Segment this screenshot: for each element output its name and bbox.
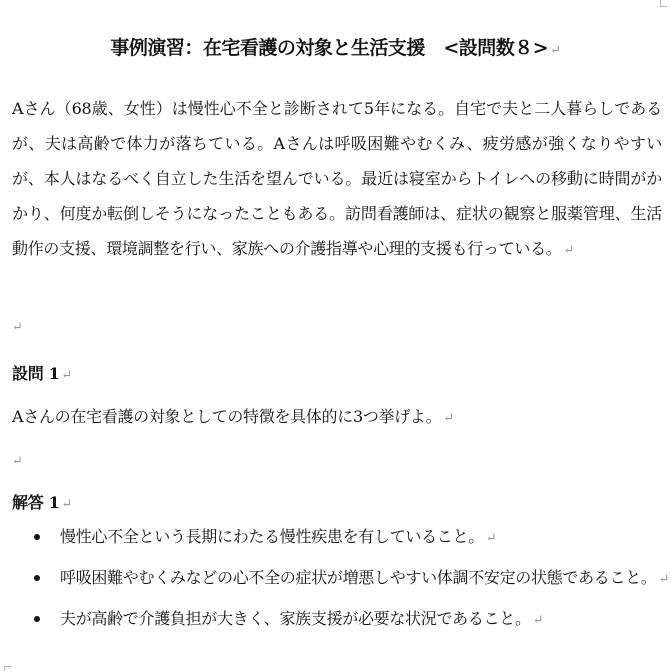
bullet-icon [34,616,40,622]
list-item-text [60,523,497,553]
empty-paragraph [12,312,23,342]
paragraph-mark-icon: ↵ [12,454,23,469]
list-item-text [60,605,543,635]
question1-text [12,403,454,433]
list-item [0,564,671,605]
bullet-icon [34,575,40,581]
paragraph-mark-icon: ↵ [658,572,670,587]
title-text: 事例演習：在宅看護の対象と生活支援 <設問数８> [110,37,549,59]
paragraph-mark-icon: ↵ [563,243,575,258]
paragraph-mark-icon: ↵ [12,320,23,335]
page-corner-mark [660,0,667,7]
document-title [0,34,671,65]
list-item-body: 夫が高齢で介護負担が大きく、家族支援が必要な状況であること。 [60,609,531,628]
list-item [0,523,671,564]
list-item [0,605,671,646]
case-paragraph [12,91,662,268]
paragraph-mark-icon: ↵ [550,43,561,58]
question1-heading-text: 設問 1 [12,364,60,383]
page-corner-mark [4,666,11,671]
paragraph-mark-icon: ↵ [532,613,544,628]
list-item-body: 呼吸困難やむくみなどの心不全の症状が増悪しやすい体調不安定の状態であること。 [60,568,657,587]
list-item-body: 慢性心不全という長期にわたる慢性疾患を有していること。 [60,527,484,546]
case-text: Aさん（68歳、女性）は慢性心不全と診断されて5年になる。自宅で夫と二人暮らしであるが、夫は高齢で体力が落ちている。Aさんは呼吸困難やむくみ、疲労感が強くなりやすいが、本人はなるべく自立した生活を望んでいる。最近は寝室からトイレへの移動に時間がかかり、何度か転倒しそうになったこともある。訪問看護師は、症状の観察と服薬管理、生活動作の支援、環境調整を行い、家族への介護指導や心理的支援も行っている。 [12,99,662,258]
answer1-list [0,523,671,646]
paragraph-mark-icon: ↵ [61,497,73,512]
answer1-heading-text: 解答 1 [12,493,60,512]
bullet-icon [34,534,40,540]
empty-paragraph [12,446,23,476]
question1-body: Aさんの在宅看護の対象としての特徴を具体的に3つ挙げよ。 [12,407,442,426]
paragraph-mark-icon: ↵ [443,411,454,426]
question1-heading [12,360,72,390]
paragraph-mark-icon: ↵ [61,368,73,383]
list-item-text [60,564,669,594]
paragraph-mark-icon: ↵ [485,531,497,546]
answer1-heading [12,489,72,519]
